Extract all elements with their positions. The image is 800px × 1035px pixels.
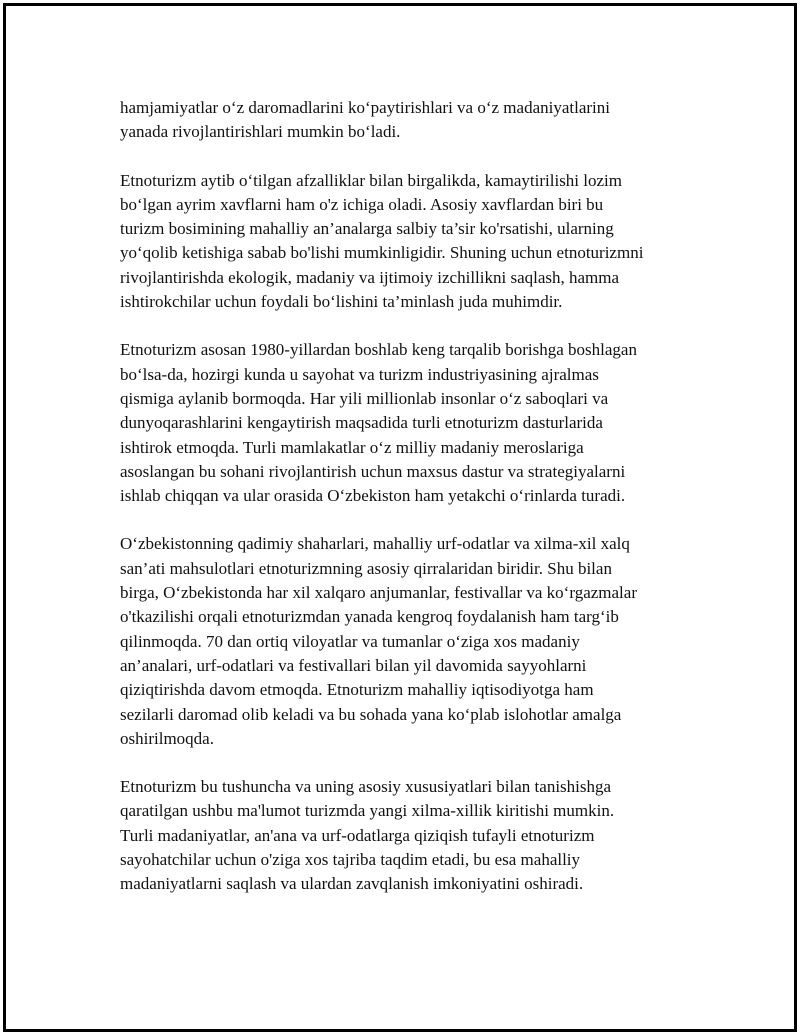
page-frame xyxy=(3,3,797,1032)
paragraph-5: Etnoturizm bu tushuncha va uning asosiy xususiyatlari bilan tanishishga qaratilgan ushbu ma'lumot turizmda yangi xilma-xillik kiritishi mumkin. Turli madaniyatlar, an'ana va urf-odatlarga qiziqish tufayli etnoturizm sayohatchilar uchun o'ziga xos tajriba taqdim etadi, bu esa mahalliy madaniyatlarni saqlash va ulardan zavqlanish imkoniyatini oshiradi. xyxy=(120,777,615,894)
paragraph-1: hamjamiyatlar o‘z daromadlarini ko‘paytirishlari va o‘z madaniyatlarini yanada rivojlantirishlari mumkin bo‘ladi. xyxy=(120,98,610,142)
paragraph-2: Etnoturizm aytib o‘tilgan afzalliklar bilan birgalikda, kamaytirilishi lozim bo‘lgan ayrim xavflarni ham o'z ichiga oladi. Asosiy xavflardan biri bu turizm bosimining mahalliy an’analarga salbiy ta’sir ko'rsatishi, ularning yo‘qolib ketishiga sabab bo'lishi mumkinligidir. Shuning uchun etnoturizmni rivojlantirishda ekologik, madaniy va ijtimoiy izchillikni saqlash, hamma ishtirokchilar uchun foydali bo‘lishini ta’minlash juda muhimdir. xyxy=(120,170,644,312)
paragraph-4: O‘zbekistonning qadimiy shaharlari, mahalliy urf-odatlar va xilma-xil xalq san’ati mahsulotlari etnoturizmning asosiy qirralaridan biridir. Shu bilan birga, O‘zbekistonda har xil xalqaro anjumanlar, festivallar va ko‘rgazmalar o'tkazilishi orqali etnoturizmdan yanada kengroq foydalanish ham targ‘ib qilinmoqda. 70 dan ortiq viloyatlar va tumanlar o‘ziga xos madaniy an’analari, urf-odatlari va festivallari bilan yil davomida sayyohlarni qiziqtirishda davom etmoqda. Etnoturizm mahalliy iqtisodiyotga ham sezilarli daromad olib keladi va bu sohada yana ko‘plab islohotlar amalga oshirilmoqda. xyxy=(120,534,637,748)
paragraph-3: Etnoturizm asosan 1980-yillardan boshlab keng tarqalib borishga boshlagan bo‘lsa-da, hozirgi kunda u sayohat va turizm industriyasining ajralmas qismiga aylanib bormoqda. Har yili millionlab insonlar o‘z saboqlari va dunyoqarashlarini kengaytirish maqsadida turli etnoturizm dasturlarida ishtirok etmoqda. Turli mamlakatlar o‘z milliy madaniy meroslariga asoslangan bu sohani rivojlantirish uchun maxsus dastur va strategiyalarni ishlab chiqqan va ular orasida O‘zbekiston ham yetakchi o‘rinlarda turadi. xyxy=(120,340,637,506)
document-body xyxy=(120,96,700,921)
